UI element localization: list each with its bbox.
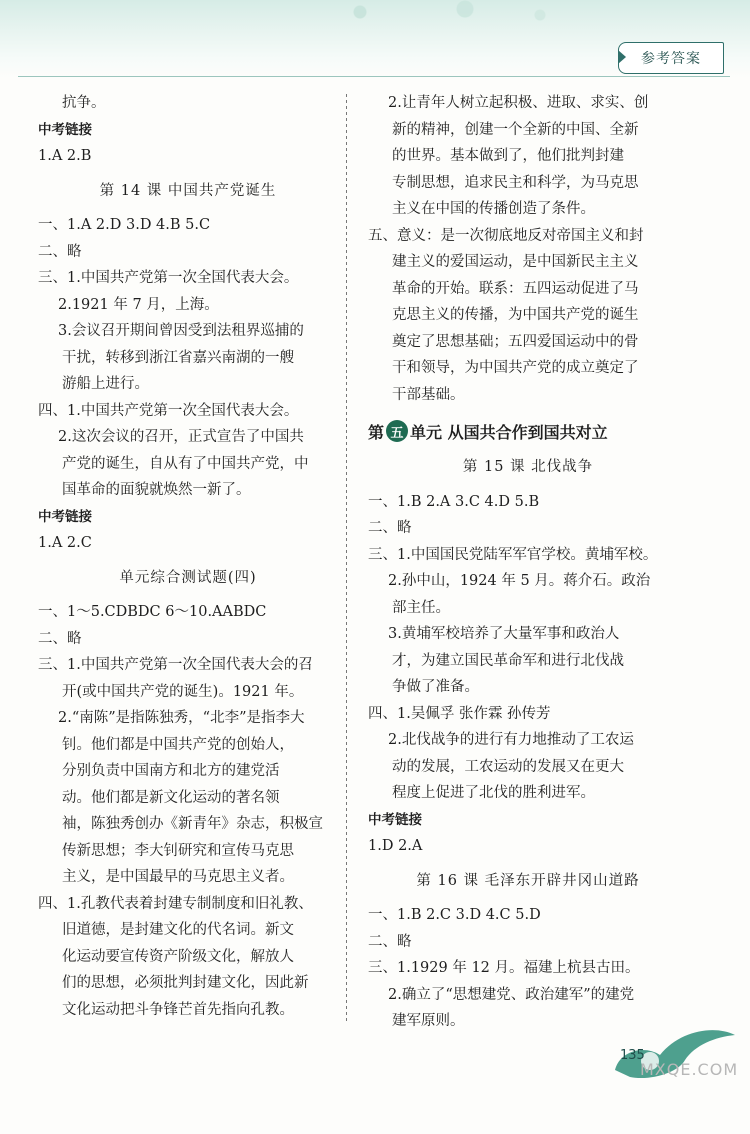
text-line: 文化运动把斗争锋芒首先指向孔教。 bbox=[62, 1001, 294, 1018]
unit-title-prefix: 第 bbox=[368, 422, 385, 442]
unit-title bbox=[368, 416, 688, 446]
text-line: 二、略 bbox=[38, 243, 82, 260]
text-line: 二、略 bbox=[38, 630, 82, 647]
text-line: 建军原则。 bbox=[392, 1013, 465, 1029]
text-line: 奠定了思想基础；五四爱国运动中的骨 bbox=[392, 333, 639, 350]
text-line: 一、1～5.CDBDC 6～10.AABDC bbox=[38, 604, 267, 620]
text-line: 2.让青年人树立起积极、进取、求实、创 bbox=[388, 95, 649, 111]
text-line: 专制思想，追求民主和科学，为马克思 bbox=[392, 174, 639, 191]
text-line: 3.黄埔军校培养了大量军事和政治人 bbox=[388, 626, 620, 642]
text-line: 2.这次会议的召开，正式宣告了中国共 bbox=[58, 429, 304, 445]
text-line: 一、1.B 2.A 3.C 4.D 5.B bbox=[368, 493, 540, 510]
text-line: 游船上进行。 bbox=[62, 376, 149, 392]
text-line: 分别负责中国南方和北方的建党活 bbox=[62, 763, 280, 779]
unit-title-text: 单元 从国共合作到国共对立 bbox=[410, 422, 608, 442]
text-line: 1.D 2.A bbox=[368, 838, 423, 854]
text-line: 1.A 2.C bbox=[38, 535, 92, 551]
right-column bbox=[368, 90, 688, 1035]
text-line: 三、1.1929 年 12 月。福建上杭县古田。 bbox=[368, 960, 640, 976]
unit-number-badge: 五 bbox=[386, 420, 408, 442]
text-line: 革命的开始。联系：五四运动促进了马 bbox=[392, 280, 639, 297]
lesson-title: 第 15 课 北伐战争 bbox=[462, 459, 594, 475]
text-line: 新的精神，创建一个全新的中国、全新 bbox=[392, 121, 639, 138]
page-number: 135 bbox=[620, 1048, 645, 1063]
text-line: 开(或中国共产党的诞生)。1921 年。 bbox=[62, 683, 304, 700]
text-line: 部主任。 bbox=[392, 599, 450, 616]
text-line: 袖，陈独秀创办《新青年》杂志，积极宣 bbox=[62, 816, 323, 832]
text-line: 动的发展，工农运动的发展又在更大 bbox=[392, 758, 624, 775]
text-line: 建主义的爱国运动，是中国新民主主义 bbox=[392, 254, 639, 270]
text-line: 程度上促进了北伐的胜利进军。 bbox=[392, 785, 595, 801]
text-line: 旧道德，是封建文化的代名词。新文 bbox=[62, 922, 294, 938]
text-line: 一、1.B 2.C 3.D 4.C 5.D bbox=[368, 907, 541, 923]
text-line: 二、略 bbox=[368, 933, 412, 950]
text-line: 干扰，转移到浙江省嘉兴南湖的一艘 bbox=[62, 349, 294, 366]
text-line: 传新思想；李大钊研究和宣传马克思 bbox=[62, 842, 294, 859]
text-line: 克思主义的传播，为中国共产党的诞生 bbox=[392, 307, 639, 323]
section-heading: 中考链接 bbox=[368, 811, 422, 828]
text-line: 化运动要宣传资产阶级文化，解放人 bbox=[62, 948, 294, 965]
text-line: 们的思想，必须批判封建文化，因此新 bbox=[62, 975, 309, 991]
text-line: 抗争。 bbox=[62, 95, 106, 111]
text-line: 2.确立了“思想建党、政治建军”的建党 bbox=[388, 986, 635, 1003]
text-line: 三、1.中国共产党第一次全国代表大会的召 bbox=[38, 657, 313, 673]
unit-test-title: 单元综合测试题(四) bbox=[119, 569, 257, 586]
lesson-title: 第 16 课 毛泽东开辟井冈山道路 bbox=[416, 872, 640, 889]
text-line: 四、1.吴佩孚 张作霖 孙传芳 bbox=[368, 705, 551, 722]
text-line: 3.会议召开期间曾因受到法租界巡捕的 bbox=[58, 323, 304, 339]
text-line: 干部基础。 bbox=[392, 386, 465, 403]
text-line: 2.孙中山，1924 年 5 月。蒋介石。政治 bbox=[388, 573, 651, 589]
text-line: 干和领导，为中国共产党的成立奠定了 bbox=[392, 360, 639, 376]
lesson-title: 第 14 课 中国共产党诞生 bbox=[99, 182, 277, 199]
header-decoration bbox=[300, 0, 600, 30]
text-line: 产党的诞生，自从有了中国共产党，中 bbox=[62, 455, 309, 472]
text-line: 四、1.中国共产党第一次全国代表大会。 bbox=[38, 402, 299, 419]
text-line: 争做了准备。 bbox=[392, 679, 479, 695]
text-line: 动。他们都是新文化运动的著名领 bbox=[62, 789, 280, 806]
section-heading: 中考链接 bbox=[38, 121, 92, 138]
column-divider bbox=[346, 94, 347, 1024]
text-line: 主义在中国的传播创造了条件。 bbox=[392, 201, 595, 217]
text-line: 2.“南陈”是指陈独秀，“北李”是指李大 bbox=[58, 710, 305, 726]
text-line: 一、1.A 2.D 3.D 4.B 5.C bbox=[38, 217, 211, 233]
text-line: 四、1.孔教代表着封建专制制度和旧礼教、 bbox=[38, 895, 313, 912]
text-line: 主义，是中国最早的马克思主义者。 bbox=[62, 869, 294, 885]
watermark: MXQE.COM bbox=[640, 1060, 739, 1079]
header-rule bbox=[18, 76, 730, 77]
left-column bbox=[38, 90, 338, 1023]
tab-arrow-icon bbox=[618, 50, 626, 64]
text-line: 国革命的面貌就焕然一新了。 bbox=[62, 482, 251, 498]
section-heading: 中考链接 bbox=[38, 508, 92, 525]
text-line: 钊。他们都是中国共产党的创始人， bbox=[62, 736, 294, 753]
text-line: 三、1.中国国民党陆军军官学校。黄埔军校。 bbox=[368, 546, 658, 563]
answer-tab bbox=[618, 42, 724, 74]
text-line: 三、1.中国共产党第一次全国代表大会。 bbox=[38, 270, 299, 286]
text-line: 的世界。基本做到了，他们批判封建 bbox=[392, 148, 624, 164]
text-line: 2.1921 年 7 月，上海。 bbox=[58, 296, 219, 313]
text-line: 五、意义：是一次彻底地反对帝国主义和封 bbox=[368, 227, 644, 244]
text-line: 2.北伐战争的进行有力地推动了工农运 bbox=[388, 732, 634, 748]
text-line: 1.A 2.B bbox=[38, 148, 92, 164]
answer-tab-label: 参考答案 bbox=[641, 51, 701, 67]
text-line: 才，为建立国民革命军和进行北伐战 bbox=[392, 652, 624, 669]
text-line: 二、略 bbox=[368, 520, 412, 536]
